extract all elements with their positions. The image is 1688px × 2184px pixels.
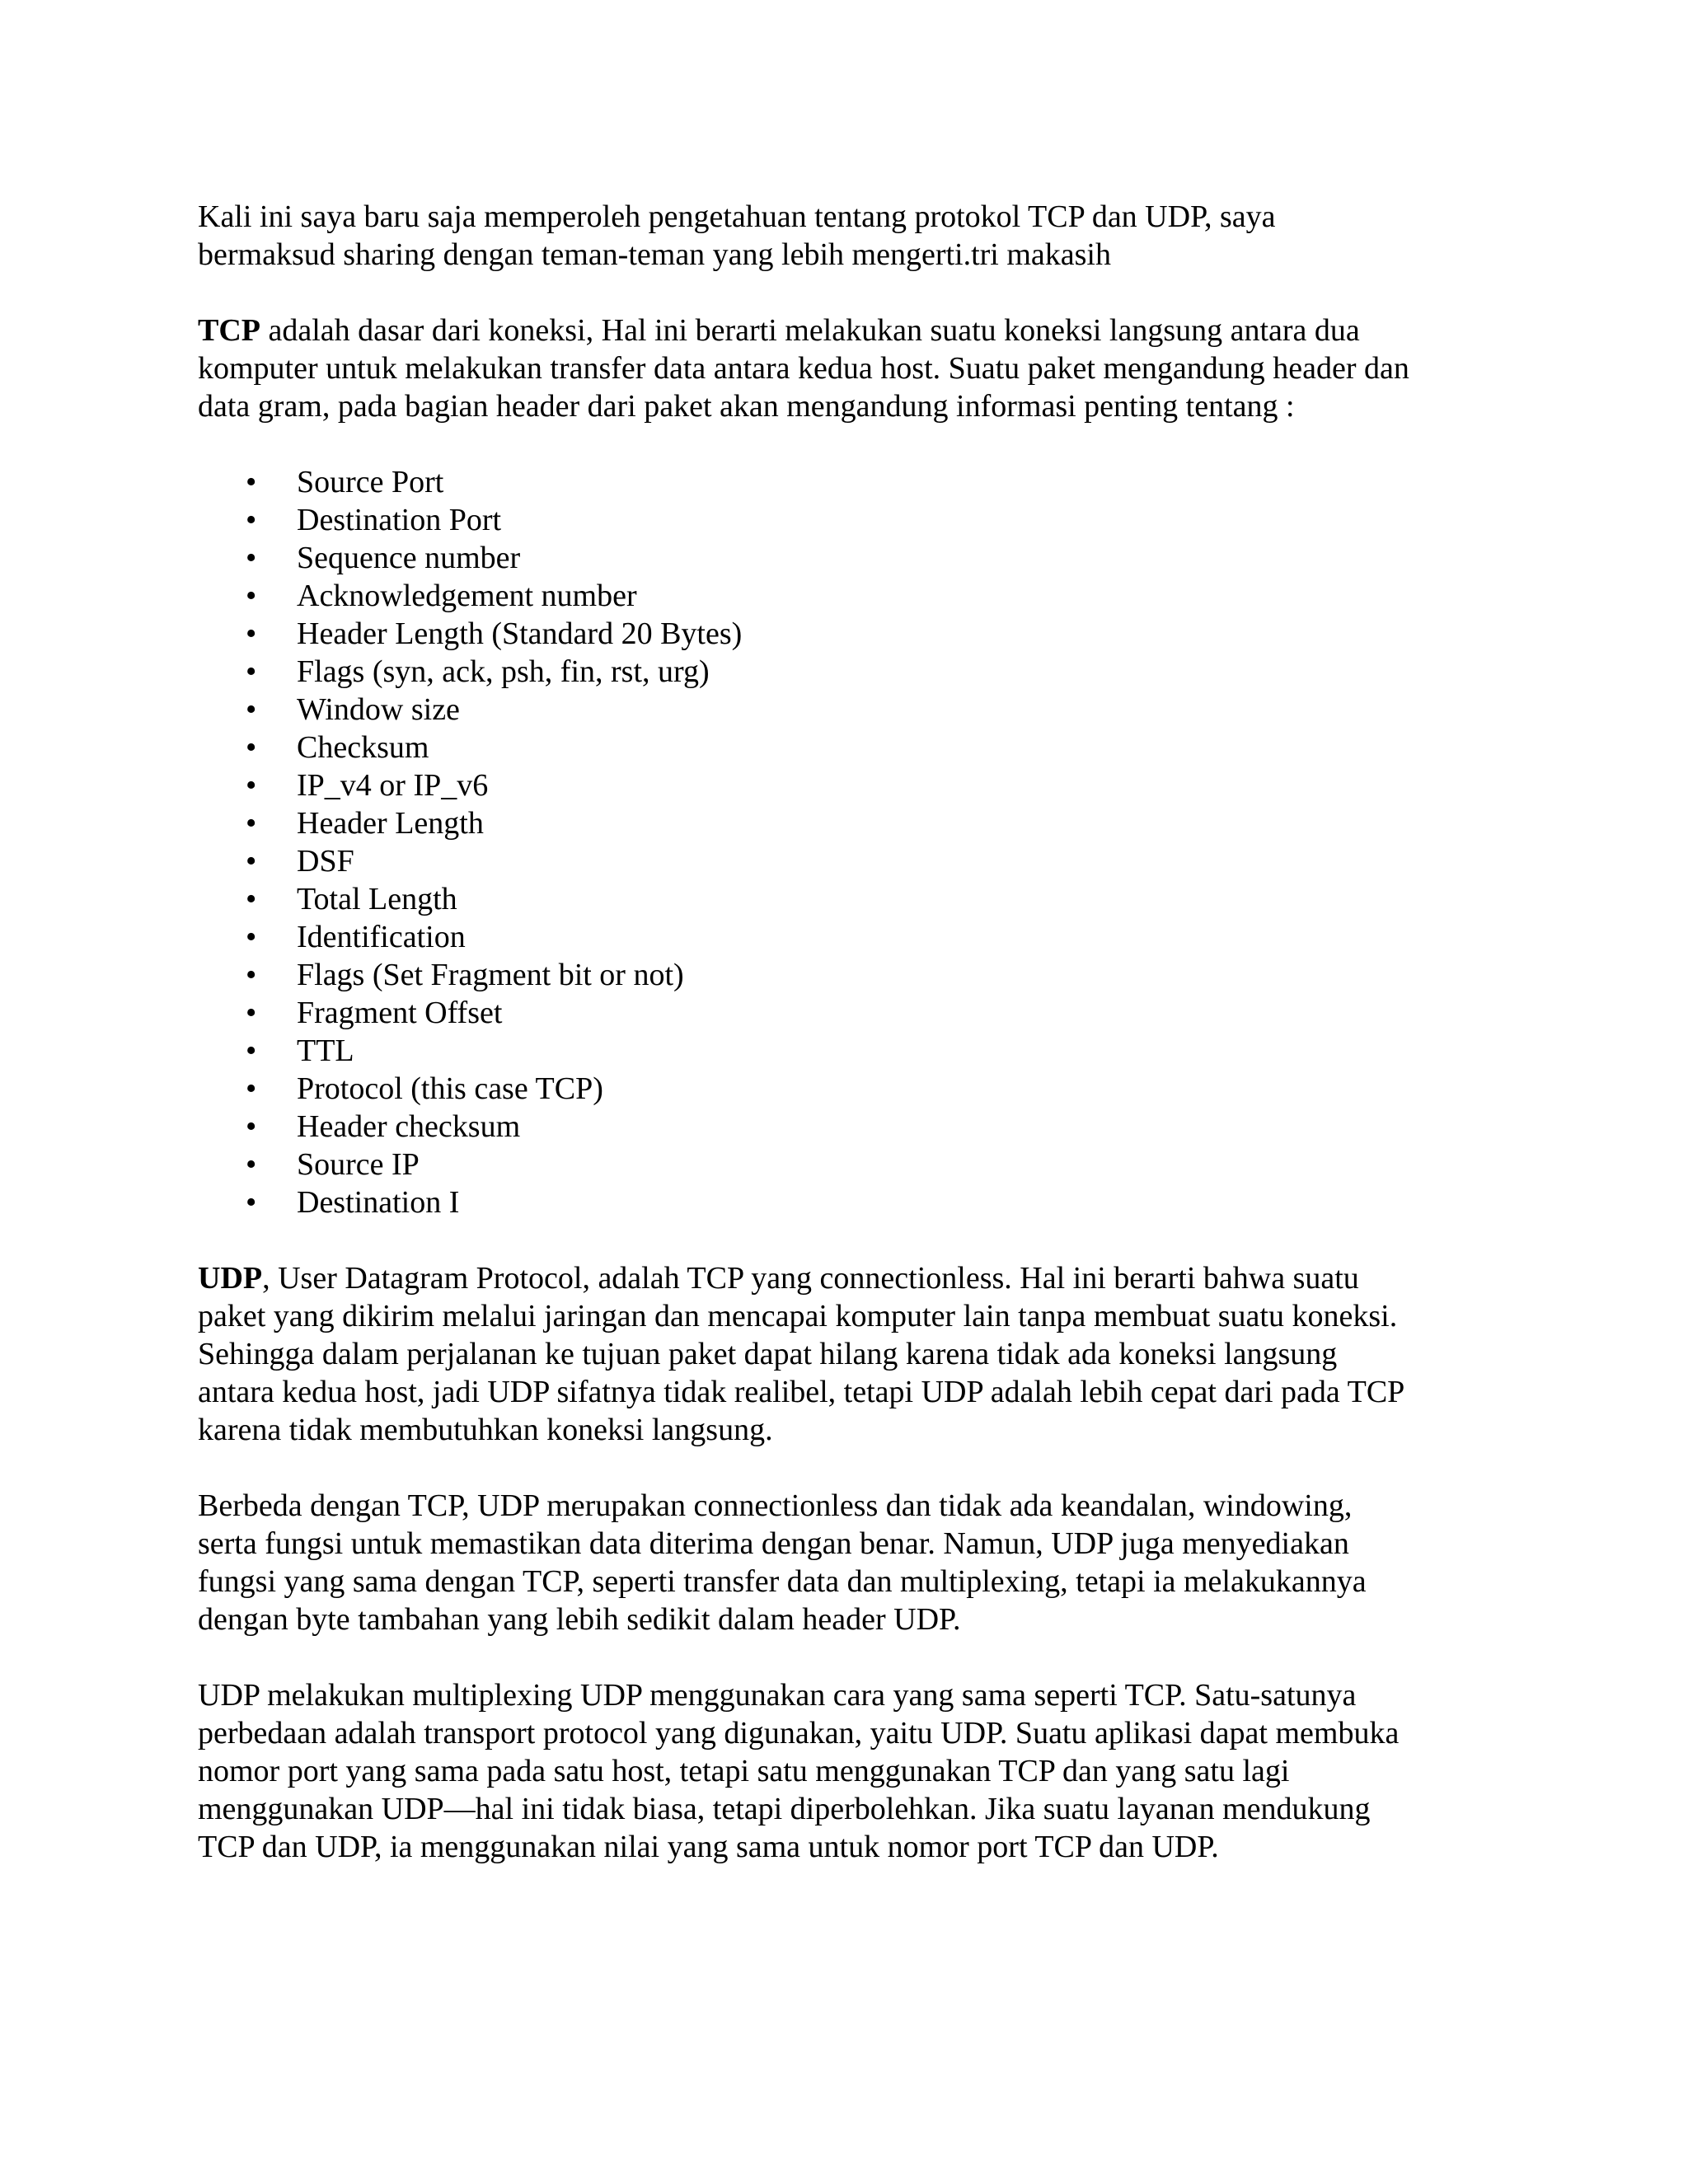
bullet-icon: • [246,768,257,803]
udp-line: karena tidak membutuhkan koneksi langsung. [198,1413,773,1447]
compare-line: Berbeda dengan TCP, UDP merupakan connectionless dan tidak ada keandalan, windowing, [198,1488,1353,1523]
bullet-icon: • [246,541,257,575]
bullet-icon: • [246,503,257,537]
list-item [198,539,1484,577]
bullet-icon: • [246,1147,257,1182]
paragraph-gap [198,274,1484,312]
tcp-term: TCP [198,313,260,348]
list-item [198,956,1484,994]
list-item-text: Fragment Offset [297,996,503,1030]
bullet-icon: • [246,1185,257,1220]
list-item-text: Header Length [297,806,484,841]
list-item [198,766,1484,804]
list-item-text: Acknowledgement number [297,579,637,613]
bullet-icon: • [246,996,257,1030]
intro-line: bermaksud sharing dengan teman-teman yang lebih mengerti.tri makasih [198,237,1111,272]
list-item-text: Protocol (this case TCP) [297,1071,603,1106]
list-item [198,1108,1484,1146]
list-item-text: Flags (Set Fragment bit or not) [297,958,684,992]
bullet-icon: • [246,958,257,992]
bullet-icon: • [246,465,257,499]
multiplex-paragraph [198,1676,1484,1866]
multiplex-line: nomor port yang sama pada satu host, tetapi satu menggunakan TCP dan yang satu lagi [198,1754,1290,1788]
udp-line: Sehingga dalam perjalanan ke tujuan paket dapat hilang karena tidak ada koneksi langsung [198,1337,1338,1371]
udp-line: , User Datagram Protocol, adalah TCP yang connectionless. Hal ini berarti bahwa suatu [262,1261,1359,1296]
list-item [198,577,1484,615]
bullet-icon: • [246,692,257,727]
document-page [198,198,1484,1866]
paragraph-gap [198,1638,1484,1676]
list-item [198,615,1484,653]
intro-paragraph [198,198,1484,274]
multiplex-line: UDP melakukan multiplexing UDP menggunakan cara yang sama seperti TCP. Satu-satunya [198,1678,1357,1713]
list-item-text: Flags (syn, ack, psh, fin, rst, urg) [297,654,710,689]
list-item-text: Destination I [297,1185,460,1220]
compare-paragraph [198,1487,1484,1638]
bullet-icon: • [246,616,257,651]
list-item [198,691,1484,729]
tcp-line: komputer untuk melakukan transfer data antara kedua host. Suatu paket mengandung header dan [198,351,1409,386]
list-item [198,918,1484,956]
list-item-text: Source Port [297,465,444,499]
list-item [198,501,1484,539]
list-item [198,1070,1484,1108]
bullet-icon: • [246,844,257,879]
udp-paragraph [198,1259,1484,1449]
multiplex-line: perbedaan adalah transport protocol yang digunakan, yaitu UDP. Suatu aplikasi dapat membuka [198,1716,1400,1750]
list-item [198,653,1484,691]
list-item-text: Identification [297,920,466,954]
list-item [198,842,1484,880]
tcp-paragraph [198,312,1484,425]
list-item [198,1183,1484,1221]
bullet-icon: • [246,654,257,689]
bullet-icon: • [246,730,257,765]
list-item [198,463,1484,501]
list-item-text: TTL [297,1033,354,1068]
list-item [198,804,1484,842]
tcp-line: adalah dasar dari koneksi, Hal ini berarti melakukan suatu koneksi langsung antara dua [260,313,1360,348]
list-item [198,1032,1484,1070]
bullet-icon: • [246,1071,257,1106]
compare-line: dengan byte tambahan yang lebih sedikit dalam header UDP. [198,1602,961,1637]
list-item [198,729,1484,766]
list-item-text: Destination Port [297,503,502,537]
list-item-text: Header checksum [297,1109,521,1144]
list-item-text: Window size [297,692,460,727]
list-item-text: Checksum [297,730,429,765]
list-item-text: IP_v4 or IP_v6 [297,768,489,803]
bullet-icon: • [246,579,257,613]
list-item [198,1146,1484,1183]
list-item-text: Total Length [297,882,457,916]
compare-line: fungsi yang sama dengan TCP, seperti transfer data dan multiplexing, tetapi ia melakukannya [198,1564,1367,1599]
list-item-text: Sequence number [297,541,521,575]
list-item-text: Header Length (Standard 20 Bytes) [297,616,743,651]
udp-line: antara kedua host, jadi UDP sifatnya tidak realibel, tetapi UDP adalah lebih cepat dari pada TCP [198,1375,1405,1409]
header-fields-list [198,463,1484,1221]
list-item [198,880,1484,918]
udp-line: paket yang dikirim melalui jaringan dan mencapai komputer lain tanpa membuat suatu koneksi. [198,1299,1398,1333]
list-item-text: Source IP [297,1147,420,1182]
bullet-icon: • [246,1109,257,1144]
multiplex-line: menggunakan UDP—hal ini tidak biasa, tetapi diperbolehkan. Jika suatu layanan mendukung [198,1792,1371,1826]
intro-line: Kali ini saya baru saja memperoleh pengetahuan tentang protokol TCP dan UDP, saya [198,199,1276,234]
bullet-icon: • [246,882,257,916]
bullet-icon: • [246,920,257,954]
bullet-icon: • [246,806,257,841]
udp-term: UDP [198,1261,263,1296]
list-item-text: DSF [297,844,354,879]
bullet-icon: • [246,1033,257,1068]
tcp-line: data gram, pada bagian header dari paket akan mengandung informasi penting tentang : [198,389,1295,424]
compare-line: serta fungsi untuk memastikan data diterima dengan benar. Namun, UDP juga menyediakan [198,1526,1349,1561]
paragraph-gap [198,1449,1484,1487]
list-item [198,994,1484,1032]
multiplex-line: TCP dan UDP, ia menggunakan nilai yang sama untuk nomor port TCP dan UDP. [198,1830,1219,1864]
